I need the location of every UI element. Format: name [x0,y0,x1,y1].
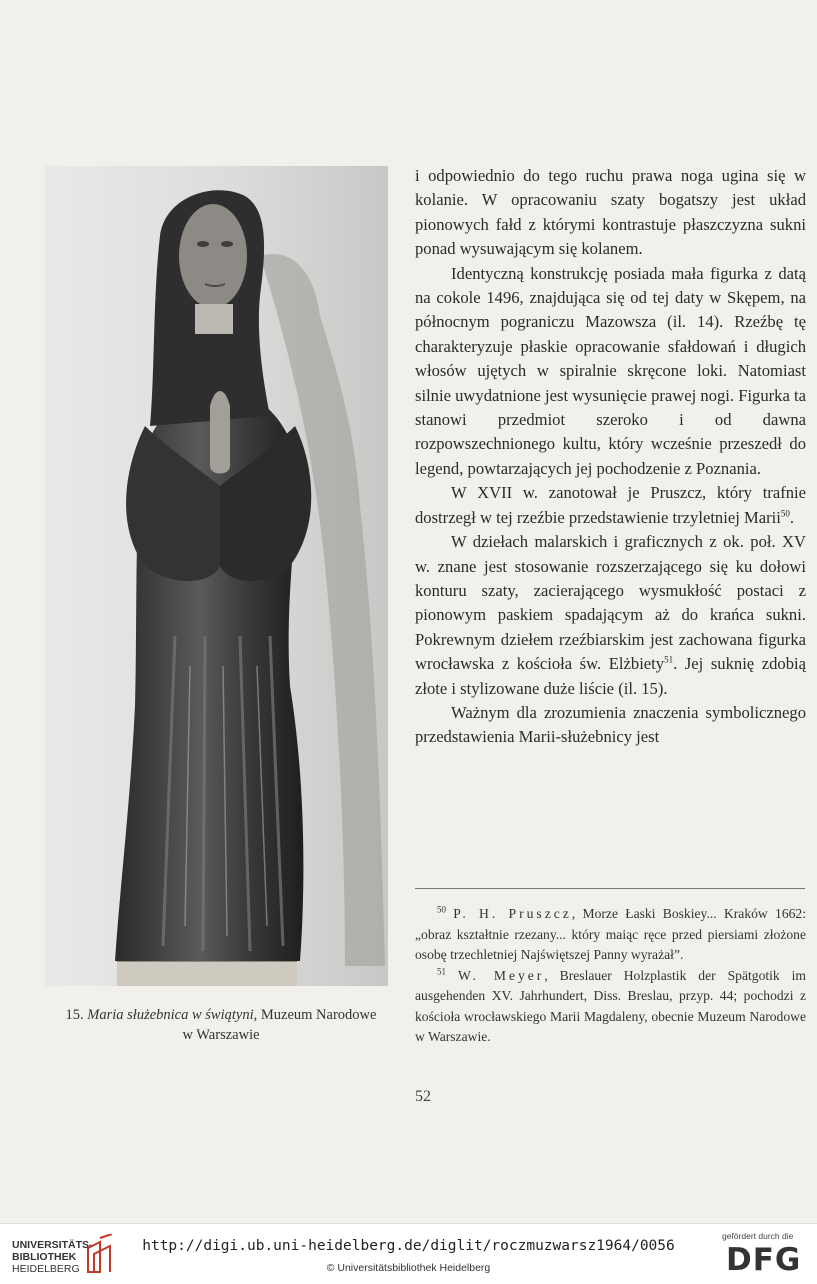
viewer-footer [0,1223,817,1284]
footnote-number: 51 [437,965,446,976]
caption-number: 15. [65,1007,84,1023]
footnote-author: W. Meyer [457,967,545,983]
footnote-ref[interactable]: 50 [780,508,790,519]
funded-by-label: gefördert durch die [722,1231,794,1241]
page-number: 52 [415,1088,431,1105]
paragraph-text: W XVII w. zanotował je Pruszcz, który trafnie dostrzegł w tej rzeźbie przedstawienie trzyletniej Marii [415,483,806,527]
footnote-text: , Breslauer Holzplastik der Spätgotik im ausgehenden XV. Jahrhundert, Diss. Breslau, przyp. 44; pochodzi z kościoła wrocławskiego Marii Magdaleny, obecnie Muzeum Narodowe w Warszawie. [415,967,807,1044]
paragraph: Identyczną konstrukcję posiada mała figurka z datą na cokole 1496, znajdująca się od tej daty w Skępem, na północnym pograniczu Mazowsza (il. 14). Rzeźbę tę charakteryzuje płaskie opracowanie sfałdowań i długich włosów ujętych w spiralnie skręcone loki. Natomiast silnie uwydatnione jest wysunięcie prawej nogi. Figurka ta stanowi przedmiot szeroko i od dawna rozpowszechnionego kultu, który wcześnie przeszedł do legend, powtarzających jej pochodzenie z Poznania. [415,263,806,478]
library-line: HEIDELBERG [12,1263,80,1275]
caption-rest: , Muzeum Narodowe [253,1007,377,1023]
library-line: BIBLIOTHEK [12,1251,77,1263]
footnote-text: , Morze Łaski Boskiey... Kraków 1662: „obraz kształtnie rzezany... który maiąc ręce przed piersiami złożone osobę trzechletniej Najświętszej Panny wyrażał”. [415,906,806,962]
paragraph-end: . Jej suknię zdobią złote i stylizowane duże liście (il. 15). [415,654,806,698]
dfg-logo[interactable]: DFG [726,1242,802,1278]
statue-photograph [45,166,388,986]
permalink-url[interactable]: http://digi.ub.uni-heidelberg.de/diglit/roczmuzwarsz1964/0056 [142,1238,675,1254]
paragraph-end: . [789,507,794,527]
caption-title: Maria służebnica w świątyni [87,1007,254,1023]
main-text [415,164,806,750]
figure-caption [36,1005,406,1045]
caption-line2: w Warszawie [182,1027,260,1043]
paragraph-text: W dziełach malarskich i graficznych z ok. poł. XV w. znane jest stosowanie rozszerzającego się ku dołowi konturu szaty, zacierającego wysmukłość postaci z pionowym paskiem spadającym aż do krańca sukni. Pokrewnym dziełem rzeźbiarskim jest zachowana figurka wrocławska z kościoła św. Elżbiety [415,532,806,674]
footnote [415,966,806,1048]
footnote [415,904,806,966]
copyright-text: © Universitätsbibliothek Heidelberg [326,1262,491,1274]
library-line: UNIVERSITÄTS- [12,1239,93,1251]
paragraph [415,481,806,530]
footnotes [415,904,806,1048]
paragraph [415,530,806,701]
footnote-divider [415,888,805,889]
paragraph: Ważnym dla zrozumienia znaczenia symbolicznego przedstawienia Marii-służebnicy jest [415,702,806,747]
footnote-ref[interactable]: 51 [664,654,674,665]
paragraph: i odpowiednio do tego ruchu prawa noga ugina się w kolanie. W opracowaniu szaty bogatszy jest układ pionowych fałd z którymi kontrastuje płaszczyzna sukni ponad wysuwającym się kolanem. [415,166,806,259]
footnote-author: P. H. Pruszcz [453,906,572,921]
footnote-number: 50 [437,904,446,915]
